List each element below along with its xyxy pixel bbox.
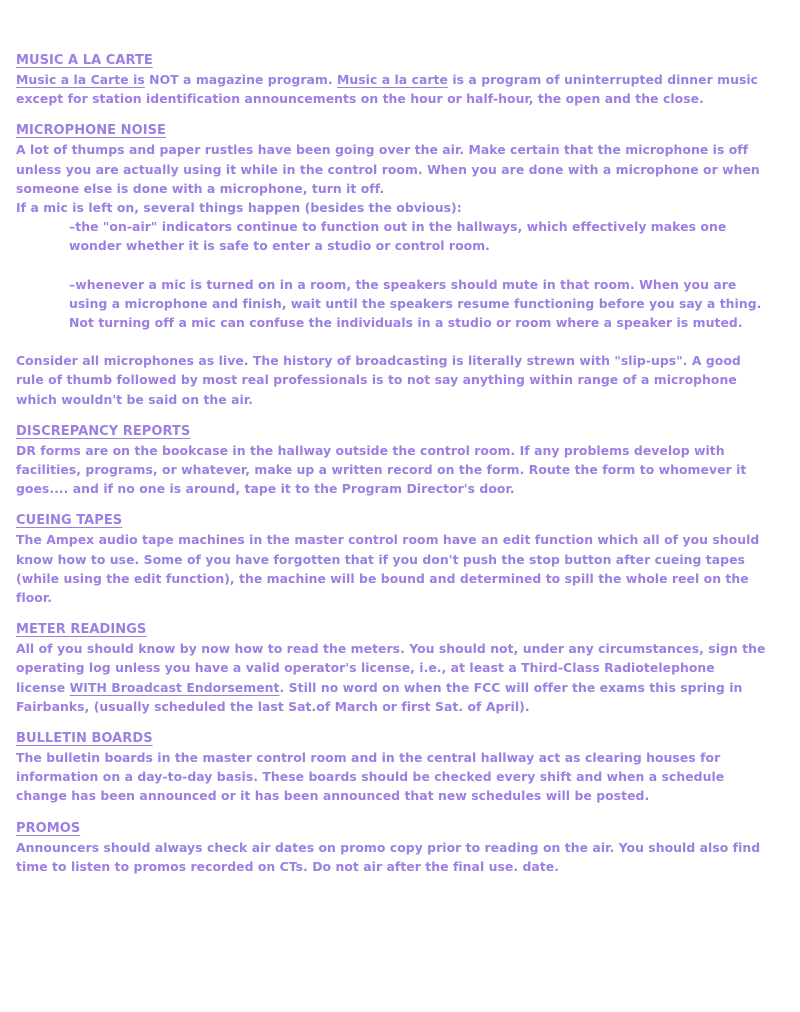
section-paragraph: Announcers should always check air dates on promo copy prior to reading on the air. You should also find time to listen to promos recorded on CTs. Do not air after the final use. date.	[16, 839, 761, 874]
section-heading: METER READINGS	[16, 622, 147, 638]
section-paragraph	[16, 639, 766, 716]
section-microphone-noise	[16, 120, 766, 408]
section-promos	[16, 818, 766, 876]
section-paragraph: A lot of thumps and paper rustles have been going over the air. Make certain that the microphone is off unless you are actually using it while in the control room. When you are done with a microphone or when someone else is done with a microphone, turn it off.	[16, 142, 760, 196]
section-heading: DISCREPANCY REPORTS	[16, 423, 191, 439]
underlined-text: Music a la Carte is	[16, 72, 145, 87]
paragraph-text: . Still no word on when the FCC will offer the exams this spring in Fairbanks, (usually scheduled the last Sat.of March or first Sat. of April).	[16, 679, 743, 714]
list-item: Not turning off a mic can confuse the individuals in a studio or room where a speaker is muted.	[69, 315, 743, 331]
list-item: –whenever a mic is turned on in a room, the speakers should mute in that room. When you are using a microphone and finish, wait until the speakers resume functioning before you say a thing.	[69, 276, 762, 311]
section-heading: CUEING TAPES	[16, 513, 123, 529]
section-cueing-tapes	[16, 510, 766, 607]
paragraph-text: NOT a magazine program.	[144, 72, 337, 87]
section-paragraph: The bulletin boards in the master control room and in the central hallway act as clearing houses for information on a day-to-day basis. These boards should be checked every shift and when a schedule change has been announced or it has been announced that new schedules will be posted.	[16, 750, 725, 804]
section-heading: MICROPHONE NOISE	[16, 123, 166, 139]
section-paragraph: If a mic is left on, several things happen (besides the obvious):	[16, 200, 462, 216]
underlined-text: Music a la carte	[337, 72, 448, 87]
section-paragraph: The Ampex audio tape machines in the master control room have an edit function which all of you should know how to use. Some of you have forgotten that if you don't push the stop button after cueing tapes (while using the edit function), the machine will be bound and determined to spill the whole reel on the floor.	[16, 532, 760, 606]
section-meter-readings	[16, 619, 766, 716]
paragraph-text: is a program of uninterrupted dinner music except for station identification announcements on the hour or half-hour, the open and the close.	[16, 72, 759, 107]
section-bulletin-boards	[16, 728, 766, 806]
section-heading: PROMOS	[16, 820, 81, 836]
memo-document	[16, 50, 766, 876]
list-item: –the "on-air" indicators continue to function out in the hallways, which effectively makes one wonder whether it is safe to enter a studio or control room.	[69, 219, 727, 254]
section-heading: BULLETIN BOARDS	[16, 731, 153, 747]
section-discrepancy-reports	[16, 421, 766, 499]
section-paragraph: DR forms are on the bookcase in the hallway outside the control room. If any problems develop with facilities, programs, or whatever, make up a written record on the form. Route the form to whomever it goes.... and if no one is around, tape it to the Program Director's door.	[16, 442, 747, 497]
section-heading: MUSIC A LA CARTE	[16, 53, 153, 68]
underlined-text: WITH Broadcast Endorsement	[69, 679, 280, 695]
section-paragraph: Consider all microphones as live. The history of broadcasting is literally strewn with "slip-ups". A good rule of thumb followed by most real professionals is to not say anything within range of a microphone which wouldn't be said on the air.	[16, 353, 741, 407]
section-music-a-la-carte	[16, 50, 766, 108]
paragraph-text: All of you should know by now how to read the meters. You should not, under any circumstances, sign the operating log unless you have a valid operator's license, i.e., at least a Third-Class Radiotelephone license	[16, 641, 766, 695]
section-paragraph	[16, 70, 766, 108]
